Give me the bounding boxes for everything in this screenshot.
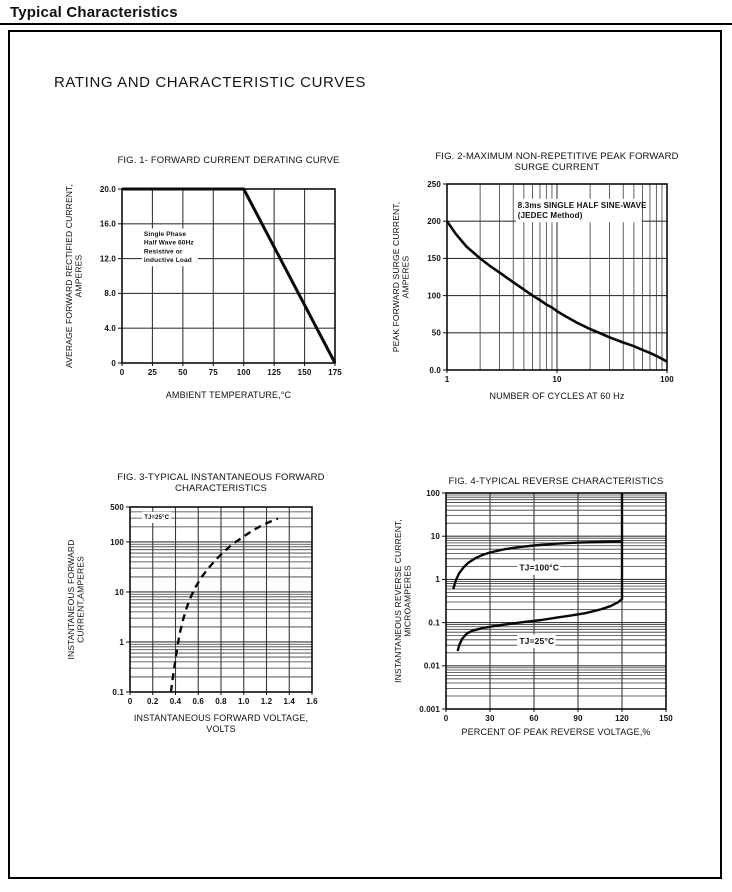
svg-text:125: 125 — [267, 368, 282, 377]
svg-text:10: 10 — [114, 587, 124, 597]
svg-text:AMPERES: AMPERES — [73, 254, 84, 298]
svg-text:1: 1 — [119, 637, 124, 647]
svg-text:Resistive or: Resistive or — [143, 248, 183, 256]
svg-text:1.2: 1.2 — [260, 697, 273, 706]
fig1-curve-derating — [122, 189, 335, 363]
heading-underline — [0, 23, 732, 25]
svg-text:PEAK FORWARD SURGE CURRENT,: PEAK FORWARD SURGE CURRENT, — [391, 201, 401, 353]
svg-text:0.0: 0.0 — [429, 365, 441, 375]
svg-text:FIG. 2-MAXIMUM NON-REPETITIVE: FIG. 2-MAXIMUM NON-REPETITIVE PEAK FORWARD — [435, 151, 679, 162]
svg-text:FIG. 1- FORWARD CURRENT DERATI: FIG. 1- FORWARD CURRENT DERATING CURVE — [117, 155, 340, 166]
svg-text:100: 100 — [110, 537, 124, 547]
svg-text:0.2: 0.2 — [146, 697, 159, 706]
svg-text:4.0: 4.0 — [104, 324, 116, 333]
svg-text:175: 175 — [328, 368, 342, 377]
svg-text:75: 75 — [208, 368, 218, 377]
page-title: Typical Characteristics — [10, 4, 178, 21]
svg-text:SURGE CURRENT: SURGE CURRENT — [514, 162, 600, 173]
svg-text:TJ=25°C: TJ=25°C — [144, 514, 170, 521]
svg-text:200: 200 — [427, 217, 441, 226]
svg-text:8.3ms SINGLE HALF SINE-WAVE: 8.3ms SINGLE HALF SINE-WAVE — [517, 200, 647, 210]
svg-text:CHARACTERISTICS: CHARACTERISTICS — [175, 483, 267, 494]
svg-text:16.0: 16.0 — [99, 219, 116, 229]
svg-text:60: 60 — [529, 714, 539, 723]
fig1-svg — [40, 147, 370, 412]
svg-text:30: 30 — [485, 714, 495, 723]
svg-text:0: 0 — [127, 697, 133, 706]
svg-text:150: 150 — [297, 368, 312, 377]
svg-text:Single Phase: Single Phase — [143, 230, 187, 238]
svg-text:150: 150 — [427, 254, 441, 264]
svg-text:NUMBER OF CYCLES AT 60 Hz: NUMBER OF CYCLES AT 60 Hz — [489, 391, 625, 401]
svg-text:inductive Load: inductive Load — [143, 257, 192, 265]
svg-text:VOLTS: VOLTS — [206, 724, 236, 734]
svg-text:20.0: 20.0 — [99, 184, 116, 194]
svg-text:0.8: 0.8 — [215, 697, 227, 706]
svg-text:120: 120 — [615, 714, 629, 723]
svg-text:0.1: 0.1 — [112, 687, 124, 697]
svg-text:25: 25 — [147, 368, 158, 377]
svg-text:50: 50 — [431, 328, 441, 338]
svg-text:(JEDEC Method): (JEDEC Method) — [517, 211, 583, 221]
svg-text:10: 10 — [430, 532, 440, 541]
svg-text:0.1: 0.1 — [428, 618, 440, 628]
svg-text:AMBIENT TEMPERATURE,°C: AMBIENT TEMPERATURE,°C — [165, 390, 292, 400]
fig2-peak-forward-surge-current-chart — [385, 147, 715, 412]
svg-text:FIG. 3-TYPICAL INSTANTANEOUS F: FIG. 3-TYPICAL INSTANTANEOUS FORWARD — [117, 472, 325, 483]
svg-text:0: 0 — [119, 368, 125, 377]
svg-text:0.6: 0.6 — [192, 697, 205, 706]
svg-text:100: 100 — [426, 488, 440, 498]
svg-text:10: 10 — [552, 375, 562, 384]
svg-text:0.001: 0.001 — [419, 704, 440, 714]
svg-text:90: 90 — [573, 714, 583, 723]
svg-text:TJ=25°C: TJ=25°C — [519, 635, 555, 646]
fig2-svg — [385, 147, 715, 412]
fig4-svg — [385, 467, 715, 752]
svg-text:500: 500 — [110, 502, 124, 512]
frame-title: RATING AND CHARACTERISTIC CURVES — [54, 74, 367, 91]
svg-text:AMPERES: AMPERES — [400, 255, 411, 299]
fig4-typical-reverse-characteristics-chart — [385, 467, 715, 752]
svg-text:0.4: 0.4 — [169, 697, 182, 706]
svg-text:INSTANTANEOUS REVERSE CURRENT,: INSTANTANEOUS REVERSE CURRENT, — [393, 519, 403, 683]
svg-text:0: 0 — [111, 358, 116, 368]
svg-text:100: 100 — [660, 375, 674, 384]
svg-text:TJ=100°C: TJ=100°C — [519, 562, 560, 573]
svg-text:12.0: 12.0 — [99, 254, 116, 264]
svg-text:50: 50 — [178, 368, 188, 377]
svg-text:1.6: 1.6 — [306, 697, 318, 706]
svg-text:INSTANTANEOUS FORWARD VOLTAGE,: INSTANTANEOUS FORWARD VOLTAGE, — [133, 713, 309, 723]
characteristics-frame — [8, 30, 722, 879]
svg-text:INSTANTANEOUS FORWARD: INSTANTANEOUS FORWARD — [66, 539, 76, 660]
fig1-forward-current-derating-chart — [40, 147, 370, 412]
svg-text:150: 150 — [659, 714, 673, 723]
svg-text:CURRENT,AMPERES: CURRENT,AMPERES — [75, 556, 86, 643]
fig3-svg — [40, 467, 370, 752]
svg-text:1.0: 1.0 — [237, 697, 250, 706]
svg-text:8.0: 8.0 — [104, 289, 116, 299]
svg-text:0.01: 0.01 — [423, 661, 440, 671]
svg-text:PERCENT OF PEAK REVERSE VOLTAG: PERCENT OF PEAK REVERSE VOLTAGE,% — [461, 727, 651, 737]
fig3-instantaneous-forward-characteristics-chart — [40, 467, 370, 752]
svg-text:Half Wave 60Hz: Half Wave 60Hz — [143, 239, 194, 247]
svg-text:AVERAGE FORWARD RECTIFIED CURR: AVERAGE FORWARD RECTIFIED CURRENT, — [64, 184, 74, 368]
svg-text:1: 1 — [444, 375, 450, 384]
svg-text:MICROAMPERES: MICROAMPERES — [402, 565, 413, 637]
svg-text:0: 0 — [443, 714, 449, 723]
svg-text:1: 1 — [435, 575, 440, 585]
svg-text:100: 100 — [427, 291, 441, 301]
svg-text:100: 100 — [236, 368, 251, 377]
svg-text:FIG. 4-TYPICAL REVERSE CHARACT: FIG. 4-TYPICAL REVERSE CHARACTERISTICS — [448, 476, 664, 487]
svg-text:250: 250 — [427, 179, 441, 189]
svg-text:1.4: 1.4 — [283, 697, 296, 706]
